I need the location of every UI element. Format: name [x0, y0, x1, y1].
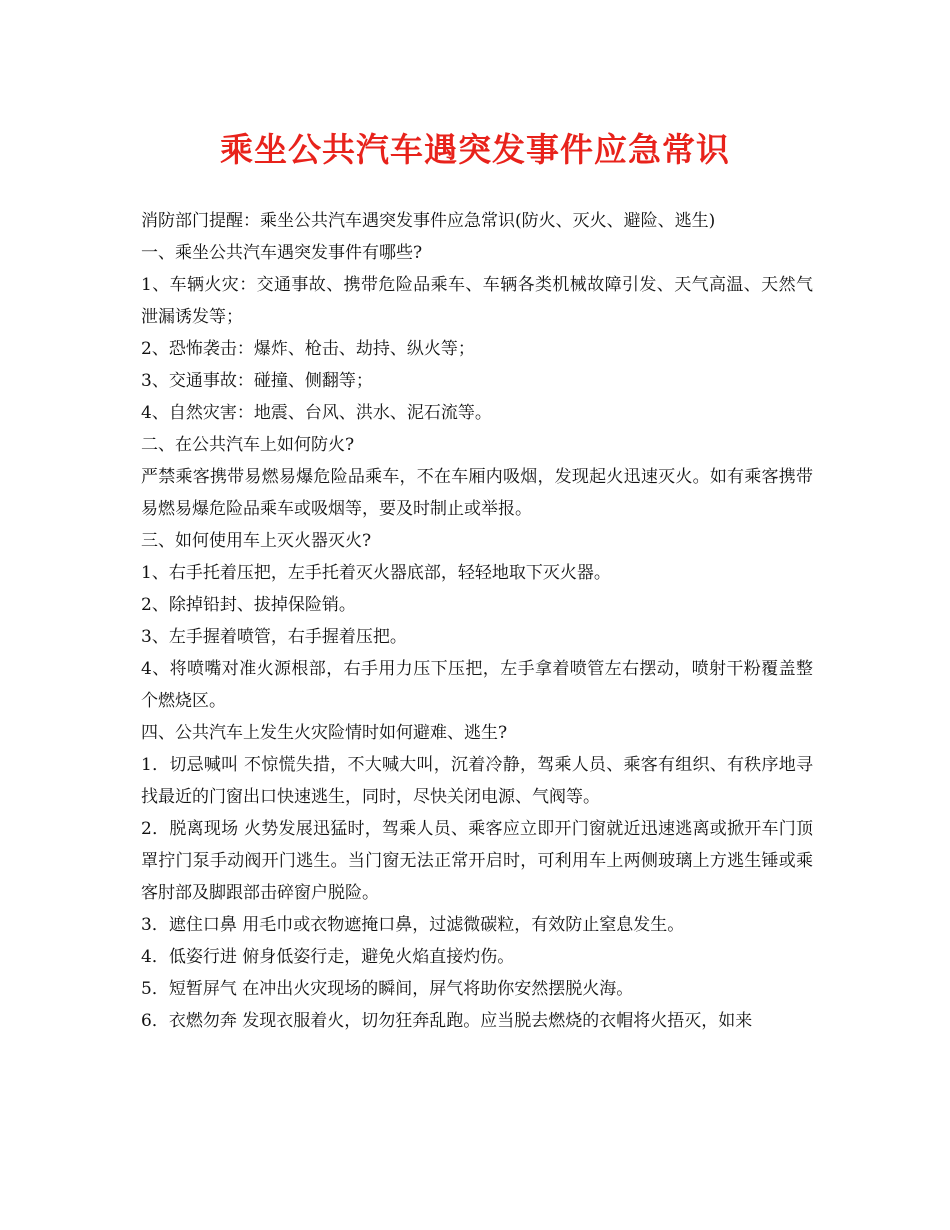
list-item: 1、右手托着压把，左手托着灭火器底部，轻轻地取下灭火器。: [141, 563, 611, 583]
list-item: 4．低姿行进 俯身低姿行走，避免火焰直接灼伤。: [141, 947, 515, 967]
list-item: 4、将喷嘴对准火源根部，右手用力压下压把，左手拿着喷管左右摆动，喷射干粉覆盖整个燃烧区。: [141, 659, 813, 711]
section-heading-1: 一、乘坐公共汽车遇突发事件有哪些?: [141, 243, 423, 263]
section-heading-4: 四、公共汽车上发生火灾险情时如何避难、逃生?: [141, 723, 508, 743]
paragraph-intro: 消防部门提醒：乘坐公共汽车遇突发事件应急常识(防火、灭火、避险、逃生): [141, 211, 716, 231]
list-item: 6．衣燃勿奔 发现衣服着火，切勿狂奔乱跑。应当脱去燃烧的衣帽将火捂灭，如来: [141, 1011, 753, 1031]
list-item: 1、车辆火灾：交通事故、携带危险品乘车、车辆各类机械故障引发、天气高温、天然气泄漏诱发等；: [141, 275, 813, 327]
list-item: 4、自然灾害：地震、台风、洪水、泥石流等。: [141, 403, 492, 423]
list-item: 5．短暂屏气 在冲出火灾现场的瞬间，屏气将助你安然摆脱火海。: [141, 979, 634, 999]
document-title: 乘坐公共汽车遇突发事件应急常识: [220, 130, 730, 169]
paragraph: 严禁乘客携带易燃易爆危险品乘车，不在车厢内吸烟，发现起火迅速灭火。如有乘客携带易燃易爆危险品乘车或吸烟等，要及时制止或举报。: [141, 467, 813, 519]
list-item: 2、恐怖袭击：爆炸、枪击、劫持、纵火等；: [141, 339, 475, 359]
section-heading-3: 三、如何使用车上灭火器灭火?: [141, 531, 372, 551]
list-item: 2、除掉铅封、拔掉保险销。: [141, 595, 356, 615]
list-item: 2．脱离现场 火势发展迅猛时，驾乘人员、乘客应立即开门窗就近迅速逃离或掀开车门顶罩拧门泵手动阀开门逃生。当门窗无法正常开启时，可利用车上两侧玻璃上方逃生锤或乘客肘部及脚跟部击碎窗户脱险。: [141, 819, 813, 903]
document-body: [141, 205, 813, 1037]
list-item: 3、左手握着喷管，右手握着压把。: [141, 627, 407, 647]
list-item: 3．遮住口鼻 用毛巾或衣物遮掩口鼻，过滤微碳粒，有效防止窒息发生。: [141, 915, 685, 935]
list-item: 1．切忌喊叫 不惊慌失措，不大喊大叫，沉着冷静，驾乘人员、乘客有组织、有秩序地寻找最近的门窗出口快速逃生，同时，尽快关闭电源、气阀等。: [141, 755, 813, 807]
list-item: 3、交通事故：碰撞、侧翻等；: [141, 371, 373, 391]
section-heading-2: 二、在公共汽车上如何防火?: [141, 435, 355, 455]
